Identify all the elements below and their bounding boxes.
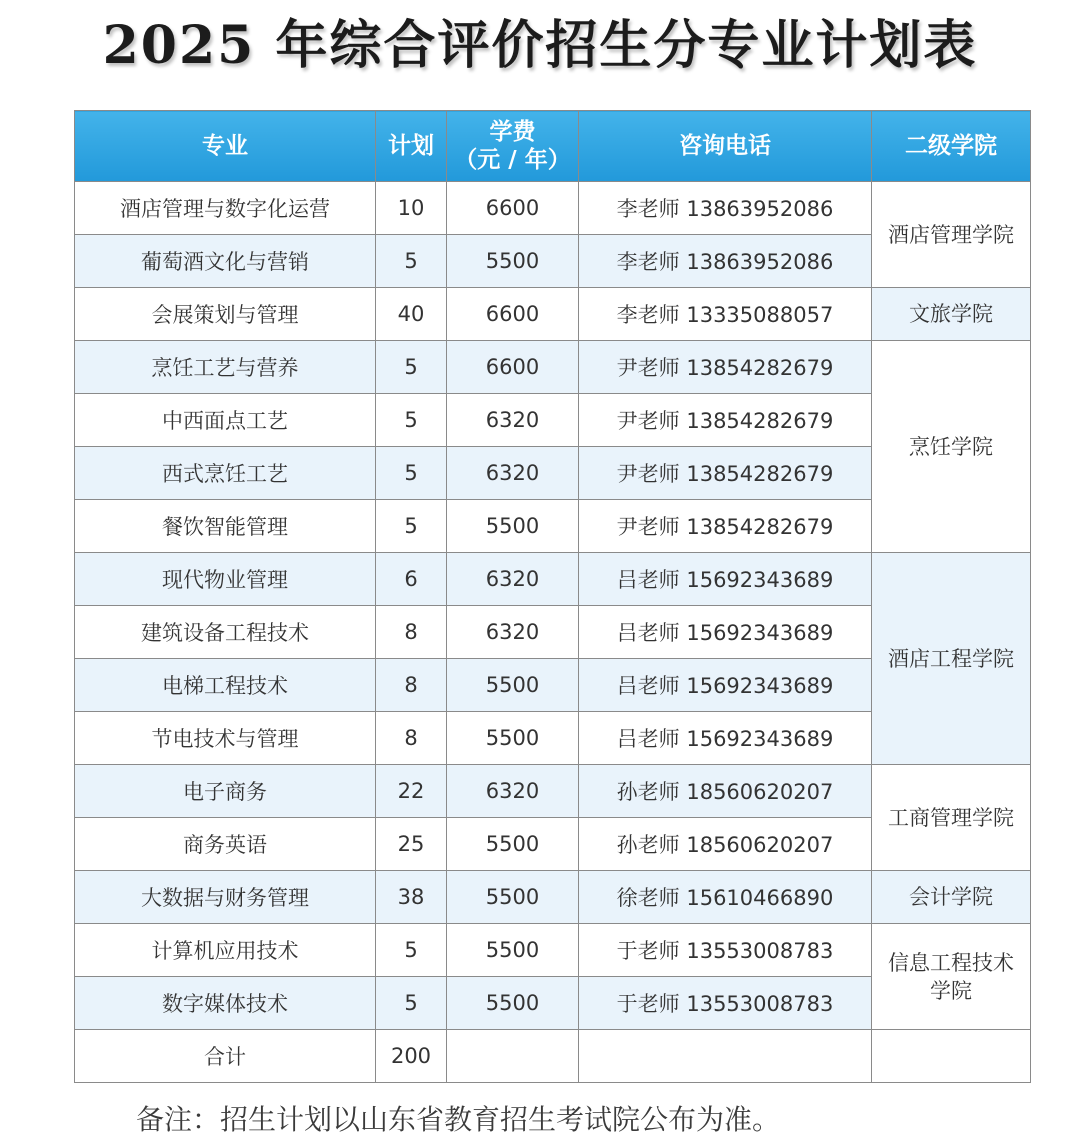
- total-phone-empty: [579, 1030, 872, 1083]
- cell-college: 烹饪学院: [872, 341, 1031, 553]
- cell-plan: 22: [376, 765, 447, 818]
- header-plan: 计划: [376, 111, 447, 182]
- cell-plan: 5: [376, 924, 447, 977]
- total-fee-empty: [447, 1030, 579, 1083]
- cell-major: 现代物业管理: [75, 553, 376, 606]
- cell-fee: 6600: [447, 341, 579, 394]
- table-row: [75, 288, 1031, 341]
- cell-fee: 6320: [447, 394, 579, 447]
- table-body: [75, 182, 1031, 1083]
- cell-phone: 于老师 13553008783: [579, 977, 872, 1030]
- cell-major: 葡萄酒文化与营销: [75, 235, 376, 288]
- cell-phone: 李老师 13863952086: [579, 235, 872, 288]
- total-label: 合计: [75, 1030, 376, 1083]
- cell-major: 商务英语: [75, 818, 376, 871]
- cell-plan: 25: [376, 818, 447, 871]
- total-college-empty: [872, 1030, 1031, 1083]
- cell-major: 烹饪工艺与营养: [75, 341, 376, 394]
- header-major: 专业: [75, 111, 376, 182]
- cell-fee: 6600: [447, 182, 579, 235]
- cell-plan: 6: [376, 553, 447, 606]
- table-row: [75, 182, 1031, 235]
- table-row: [75, 553, 1031, 606]
- footnote: 备注：招生计划以山东省教育招生考试院公布为准。: [136, 1103, 781, 1136]
- cell-major: 餐饮智能管理: [75, 500, 376, 553]
- cell-plan: 8: [376, 712, 447, 765]
- header-college: 二级学院: [872, 111, 1031, 182]
- header-fee: [447, 111, 579, 182]
- cell-major: 酒店管理与数字化运营: [75, 182, 376, 235]
- table-row: [75, 871, 1031, 924]
- cell-phone: 尹老师 13854282679: [579, 394, 872, 447]
- cell-college: 文旅学院: [872, 288, 1031, 341]
- cell-college: 信息工程技术学院: [872, 924, 1031, 1030]
- total-row: [75, 1030, 1031, 1083]
- cell-plan: 38: [376, 871, 447, 924]
- cell-plan: 40: [376, 288, 447, 341]
- cell-phone: 吕老师 15692343689: [579, 712, 872, 765]
- table-row: [75, 924, 1031, 977]
- cell-fee: 6320: [447, 553, 579, 606]
- cell-phone: 尹老师 13854282679: [579, 500, 872, 553]
- cell-phone: 李老师 13863952086: [579, 182, 872, 235]
- cell-plan: 5: [376, 235, 447, 288]
- cell-fee: 6320: [447, 447, 579, 500]
- cell-phone: 孙老师 18560620207: [579, 818, 872, 871]
- cell-fee: 5500: [447, 818, 579, 871]
- cell-major: 计算机应用技术: [75, 924, 376, 977]
- table-header-row: [75, 111, 1031, 182]
- cell-fee: 5500: [447, 924, 579, 977]
- cell-plan: 5: [376, 341, 447, 394]
- cell-plan: 5: [376, 977, 447, 1030]
- cell-fee: 6320: [447, 606, 579, 659]
- table-row: [75, 341, 1031, 394]
- cell-plan: 8: [376, 606, 447, 659]
- cell-plan: 5: [376, 447, 447, 500]
- cell-phone: 吕老师 15692343689: [579, 553, 872, 606]
- cell-plan: 8: [376, 659, 447, 712]
- cell-phone: 尹老师 13854282679: [579, 447, 872, 500]
- cell-major: 电梯工程技术: [75, 659, 376, 712]
- cell-fee: 5500: [447, 871, 579, 924]
- cell-phone: 于老师 13553008783: [579, 924, 872, 977]
- cell-college: 工商管理学院: [872, 765, 1031, 871]
- cell-plan: 5: [376, 394, 447, 447]
- cell-phone: 吕老师 15692343689: [579, 659, 872, 712]
- cell-fee: 5500: [447, 500, 579, 553]
- cell-major: 大数据与财务管理: [75, 871, 376, 924]
- cell-college: 会计学院: [872, 871, 1031, 924]
- page-title: 2025 年综合评价招生分专业计划表: [102, 15, 978, 76]
- cell-fee: 6600: [447, 288, 579, 341]
- cell-phone: 徐老师 15610466890: [579, 871, 872, 924]
- cell-phone: 孙老师 18560620207: [579, 765, 872, 818]
- header-fee-line1: 学费: [489, 119, 536, 145]
- cell-college: 酒店管理学院: [872, 182, 1031, 288]
- cell-major: 数字媒体技术: [75, 977, 376, 1030]
- cell-major: 建筑设备工程技术: [75, 606, 376, 659]
- cell-major: 会展策划与管理: [75, 288, 376, 341]
- cell-phone: 吕老师 15692343689: [579, 606, 872, 659]
- cell-major: 西式烹饪工艺: [75, 447, 376, 500]
- enrollment-plan-table: [74, 110, 1031, 1083]
- table-row: [75, 765, 1031, 818]
- cell-fee: 5500: [447, 712, 579, 765]
- cell-fee: 6320: [447, 765, 579, 818]
- total-plan: 200: [376, 1030, 447, 1083]
- cell-major: 电子商务: [75, 765, 376, 818]
- cell-fee: 5500: [447, 659, 579, 712]
- cell-major: 中西面点工艺: [75, 394, 376, 447]
- cell-fee: 5500: [447, 977, 579, 1030]
- cell-fee: 5500: [447, 235, 579, 288]
- cell-phone: 尹老师 13854282679: [579, 341, 872, 394]
- cell-college: 酒店工程学院: [872, 553, 1031, 765]
- cell-plan: 5: [376, 500, 447, 553]
- cell-major: 节电技术与管理: [75, 712, 376, 765]
- header-phone: 咨询电话: [579, 111, 872, 182]
- cell-plan: 10: [376, 182, 447, 235]
- header-fee-line2: （元 / 年）: [454, 147, 571, 173]
- cell-phone: 李老师 13335088057: [579, 288, 872, 341]
